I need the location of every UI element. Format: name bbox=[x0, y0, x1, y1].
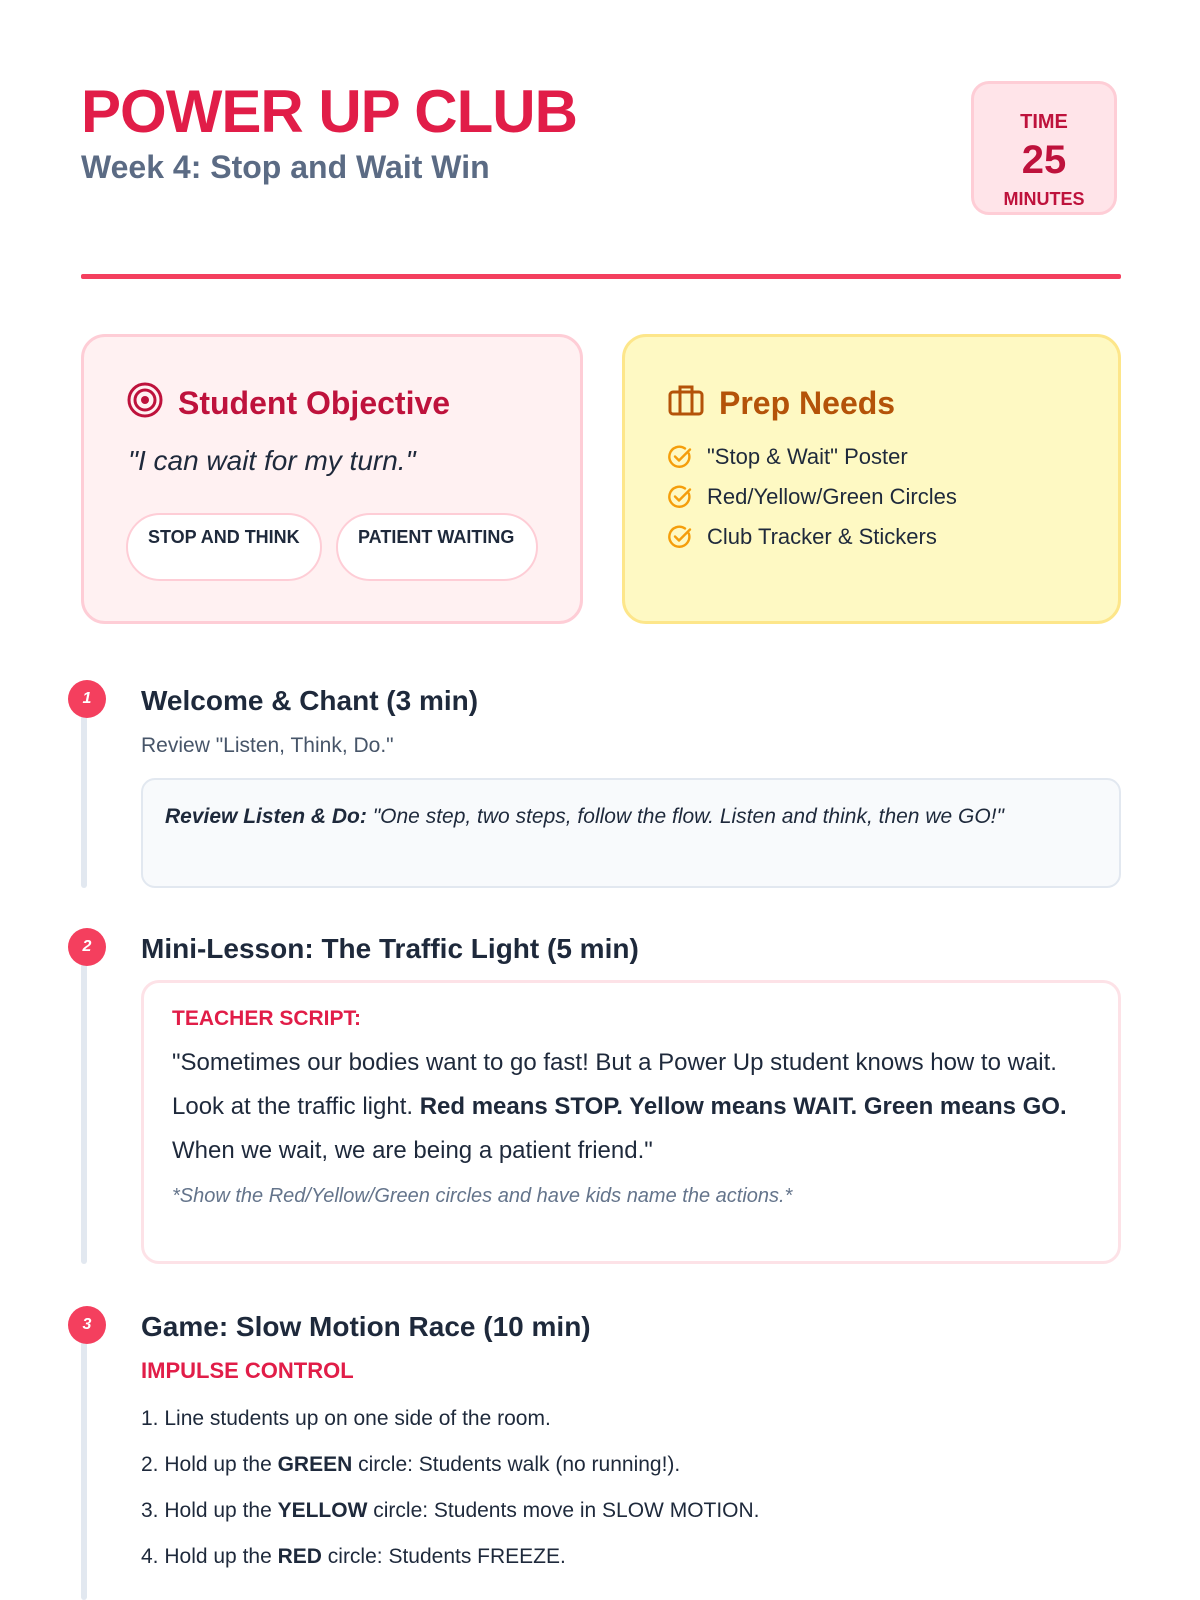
page-title: POWER UP CLUB bbox=[81, 78, 577, 145]
step-number: 2 bbox=[68, 928, 106, 966]
tag-pill: STOP AND THINK bbox=[126, 513, 322, 581]
time-badge bbox=[971, 81, 1117, 215]
check-circle-icon bbox=[667, 524, 693, 550]
list-item bbox=[667, 517, 957, 557]
time-value: 25 bbox=[1021, 138, 1067, 182]
step-subtitle: Review "Listen, Think, Do." bbox=[141, 734, 394, 757]
check-circle-icon bbox=[667, 484, 693, 510]
page-subtitle: Week 4: Stop and Wait Win bbox=[81, 149, 490, 185]
time-unit: MINUTES bbox=[1003, 189, 1085, 209]
list-item: 4. Hold up the RED circle: Students FREEZE. bbox=[141, 1545, 566, 1568]
chant-label: Review Listen & Do: bbox=[165, 805, 367, 828]
chant-box bbox=[141, 778, 1121, 888]
tag-pill: PATIENT WAITING bbox=[336, 513, 538, 581]
briefcase-icon bbox=[667, 381, 705, 424]
script-note: *Show the Red/Yellow/Green circles and have kids name the actions.* bbox=[172, 1185, 793, 1207]
target-icon bbox=[126, 381, 164, 424]
list-item: 2. Hold up the GREEN circle: Students walk (no running!). bbox=[141, 1453, 681, 1476]
step-title: Welcome & Chant (3 min) bbox=[141, 685, 479, 716]
timeline-line bbox=[81, 1320, 87, 1600]
script-text: "Sometimes our bodies want to go fast! But a Power Up student knows how to wait. Look at the traffic light. Red means STOP. Yellow means WAIT. Green means GO. When we wait, we are being a patient friend." bbox=[172, 1049, 1067, 1164]
prep-card bbox=[622, 334, 1121, 624]
objective-card bbox=[81, 334, 583, 624]
time-label: TIME bbox=[1020, 111, 1068, 133]
prep-header bbox=[667, 381, 895, 424]
objective-header bbox=[126, 381, 450, 424]
chant-text: "One step, two steps, follow the flow. Listen and think, then we GO!" bbox=[366, 805, 1004, 828]
list-item bbox=[667, 437, 957, 477]
prep-list bbox=[667, 437, 957, 557]
teacher-script-box bbox=[141, 980, 1121, 1264]
check-circle-icon bbox=[667, 444, 693, 470]
list-item: 1. Line students up on one side of the room. bbox=[141, 1407, 551, 1430]
objective-quote: "I can wait for my turn." bbox=[128, 445, 416, 476]
list-item: 3. Hold up the YELLOW circle: Students move in SLOW MOTION. bbox=[141, 1499, 760, 1522]
step-number: 3 bbox=[68, 1306, 106, 1344]
prep-title: Prep Needs bbox=[719, 384, 896, 421]
step-title: Game: Slow Motion Race (10 min) bbox=[141, 1311, 591, 1342]
list-item bbox=[667, 477, 957, 517]
objective-title: Student Objective bbox=[178, 384, 451, 421]
timeline-line bbox=[81, 950, 87, 1264]
step-title: Mini-Lesson: The Traffic Light (5 min) bbox=[141, 933, 639, 964]
header-divider bbox=[81, 274, 1121, 279]
step-tag: IMPULSE CONTROL bbox=[141, 1358, 354, 1383]
timeline-line bbox=[81, 700, 87, 888]
script-label: TEACHER SCRIPT: bbox=[172, 1007, 362, 1030]
game-steps-list bbox=[141, 1404, 760, 1588]
step-number: 1 bbox=[68, 680, 106, 718]
prep-item-label: Club Tracker & Stickers bbox=[707, 524, 937, 549]
prep-item-label: Red/Yellow/Green Circles bbox=[707, 484, 957, 509]
prep-item-label: "Stop & Wait" Poster bbox=[707, 444, 908, 469]
lesson-page bbox=[81, 0, 1121, 1600]
